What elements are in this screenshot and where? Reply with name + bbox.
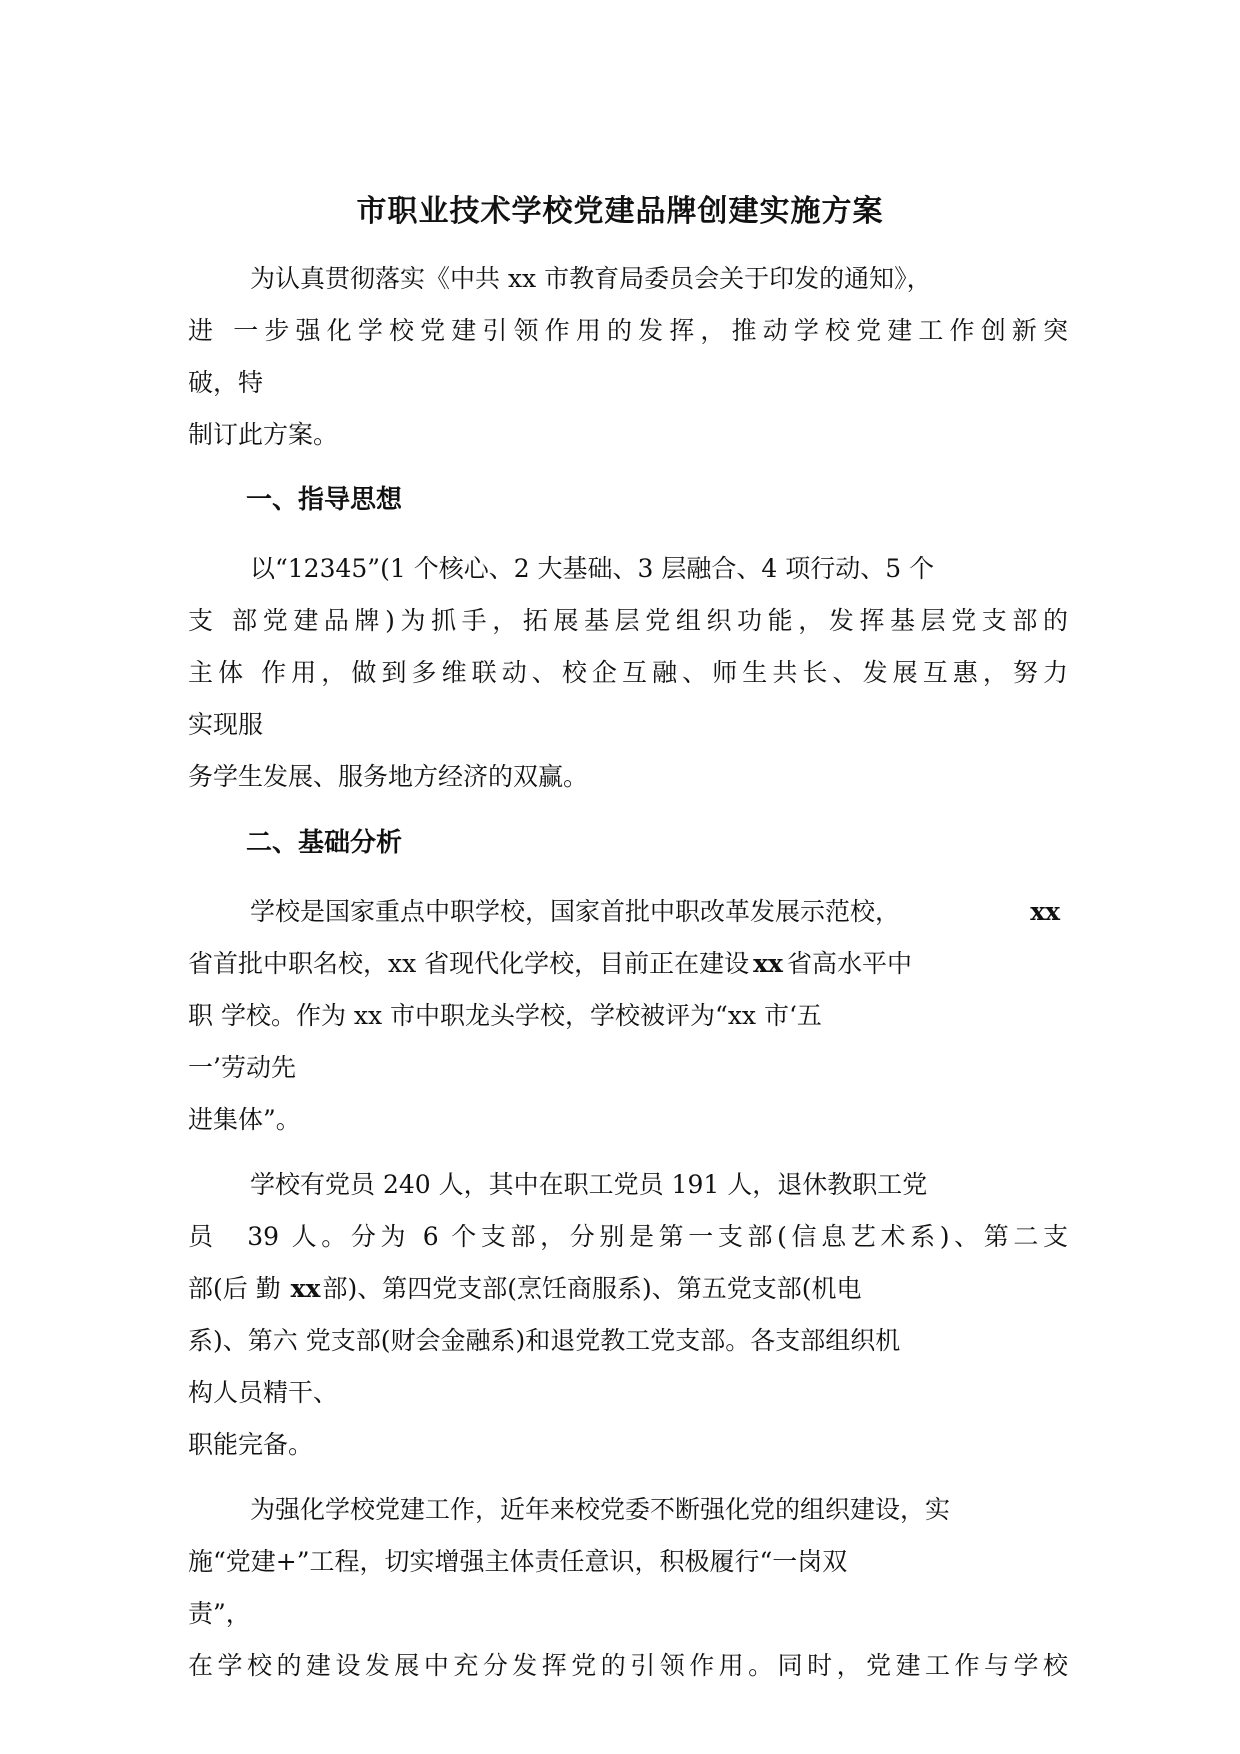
section2-p2-line-3-text-a: 部(后 勤 <box>188 1274 281 1303</box>
document-title: 市职业技术学校党建品牌创建实施方案 <box>356 194 884 229</box>
section2-p1-line-3: 职 学校。作为 xx 市中职龙头学校，学校被评为“xx 市‘五 <box>188 1001 822 1030</box>
intro-line-1: 为认真贯彻落实《中共 xx 市教育局委员会关于印发的通知》， <box>250 264 932 293</box>
section1-line-3: 主体 作用，做到多维联动、校企互融、师生共长、发展互惠，努力 <box>188 658 1068 687</box>
intro-line-2: 进 一步强化学校党建引领作用的发挥，推动学校党建工作创新突 <box>188 316 1068 345</box>
intro-line-4: 制订此方案。 <box>188 420 339 449</box>
section2-p2-line-3-text-b: 部)、第四党支部(烹饪商服系)、第五党支部(机电 <box>322 1274 862 1303</box>
section2-p1-line-4: 一’劳动先 <box>188 1053 296 1082</box>
section2-p3-line-4: 在学校的建设发展中充分发挥党的引领作用。同时，党建工作与学校 <box>188 1651 1068 1680</box>
section1-line-5: 务学生发展、服务地方经济的双赢。 <box>188 762 589 791</box>
section2-p2-line-4: 系)、第六 党支部(财会金融系)和退党教工党支部。各支部组织机 <box>188 1326 901 1355</box>
section1-line-2: 支 部党建品牌)为抓手，拓展基层党组织功能，发挥基层党支部的 <box>188 606 1068 635</box>
section2-p2-line-3-xx: xx <box>290 1274 321 1303</box>
section2-p1-line-1-text: 学校是国家重点中职学校，国家首批中职改革发展示范校， <box>250 897 901 926</box>
section-heading-basic-analysis: 二、基础分析 <box>246 828 403 858</box>
section2-p1-line-2-text-b: 省高水平中 <box>786 949 912 978</box>
section2-p1-line-2-xx: xx <box>753 949 783 978</box>
section2-p2-line-5: 构人员精干、 <box>188 1378 339 1407</box>
intro-line-3: 破，特 <box>188 368 264 397</box>
section2-p2-line-6: 职能完备。 <box>188 1430 314 1459</box>
section-heading-guiding-ideology: 一、指导思想 <box>246 485 403 515</box>
section2-p1-line-5: 进集体”。 <box>188 1105 301 1134</box>
section2-p3-line-1: 为强化学校党建工作，近年来校党委不断强化党的组织建设，实 <box>250 1495 951 1524</box>
section2-p2-line-3 <box>188 1272 1068 1306</box>
section2-p2-line-1: 学校有党员 240 人，其中在职工党员 191 人，退休教职工党 <box>250 1170 928 1199</box>
section2-p1-line-2-text-a: 省首批中职名校，xx 省现代化学校，目前正在建设 <box>188 949 750 978</box>
section1-line-4: 实现服 <box>188 710 264 739</box>
section2-p3-line-3: 责”， <box>188 1599 251 1628</box>
section2-p1-line-1 <box>250 895 1060 929</box>
section2-p2-line-2: 员 39 人。分为 6 个支部，分别是第一支部(信息艺术系)、第二支 <box>188 1222 1068 1251</box>
section1-line-1: 以“12345”(1 个核心、2 大基础、3 层融合、4 项行动、5 个 <box>250 554 935 583</box>
section2-p1-line-2 <box>188 947 1068 981</box>
section2-p1-line-1-xx: xx <box>1030 897 1060 926</box>
section2-p3-line-2: 施“党建+”工程，切实增强主体责任意识，积极履行“一岗双 <box>188 1547 848 1576</box>
